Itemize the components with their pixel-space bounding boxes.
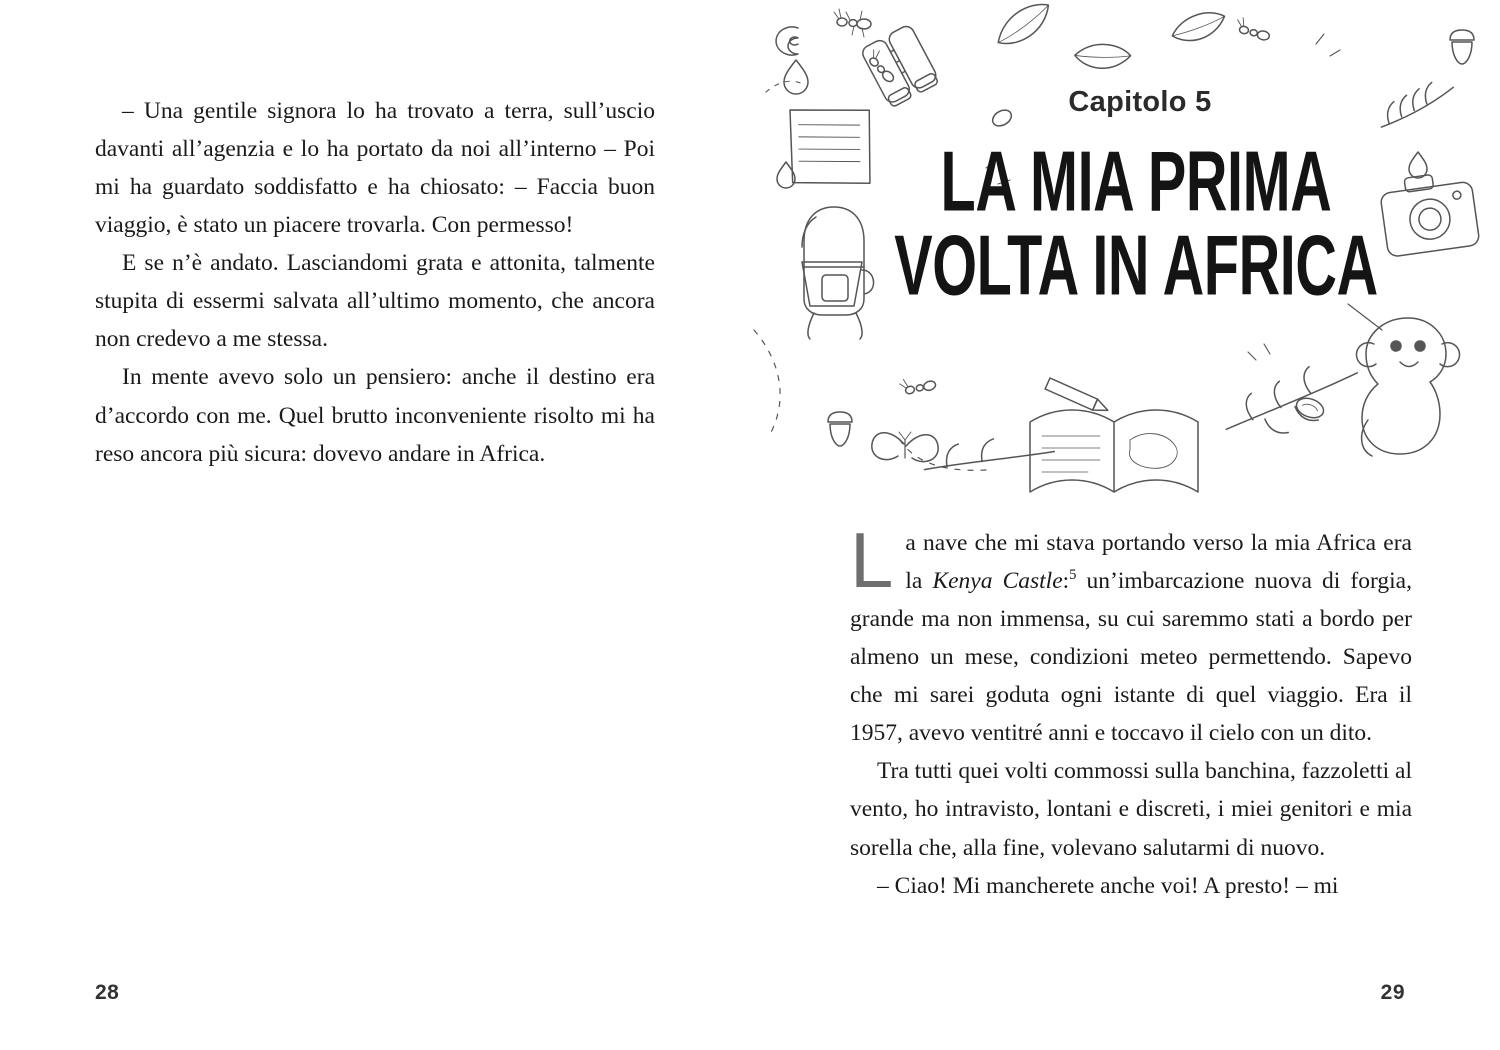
chapter-title-line-1: LA MIA PRIMA [940,135,1332,230]
shell-icon [776,27,798,55]
right-page [750,0,1500,1050]
first-paragraph-colon: : [1062,568,1070,595]
branch-icon [924,430,1054,487]
ant-icon [834,9,871,37]
acorn-icon [828,412,852,446]
open-book-icon [1030,410,1198,492]
seed-icon [1294,395,1326,421]
paragraph: Tra tutti quei volti commossi sulla banchina, fazzoletti al vento, ho intravisto, lontani e discreti, i miei genitori e mia sorella che, alla fine, volevano salutarmi di nuovo. [850,758,1412,861]
chapter-title-line-2: VOLTA IN AFRICA [894,218,1378,313]
chapter-title [845,135,1427,313]
drop-cap: L [850,516,894,604]
monkey-icon [1348,304,1460,456]
pencil-icon [1045,378,1110,416]
ant-icon [899,371,937,399]
book-title-italic: Kenya Castle [932,568,1063,595]
leaf-icon [1073,37,1132,76]
page-number-right: 29 [1380,981,1405,1004]
chapter-label: Capitolo 5 [1068,86,1212,118]
ant-icon [1235,17,1272,41]
footnote-marker: 5 [1069,567,1077,584]
paragraph: E se n’è andato. Lasciandomi grata e attonita, talmente stupita di essermi salvata all’ultimo momento, che ancora non credevo a me stessa. [95,250,655,353]
chapter-heading [750,86,1500,313]
paragraph: – Una gentile signora lo ha trovato a terra, sull’uscio davanti all’agenzia e lo ha portato da noi all’interno – Poi mi ha guardato soddisfatto e ha chiosato: – Faccia buon viaggio, è stato un piacere trovarla. Con permesso! [95,98,655,239]
ant-icon [864,48,902,84]
acorn-icon [1450,30,1474,64]
paragraph: In mente avevo solo un pensiero: anche il destino era d’accordo con me. Quel brutto inconveniente risolto mi ha reso ancora più sicura: dovevo andare in Africa. [95,364,655,467]
page-number-left: 28 [95,981,120,1004]
right-page-body [850,516,1412,905]
left-page-body [95,92,655,473]
paragraph: – Ciao! Mi mancherete anche voi! A presto! – mi [877,872,1339,899]
leaf-icon [990,0,1056,48]
first-paragraph-part-1: a nave che mi stava portando verso la mia Africa era la [905,530,1412,595]
leaf-icon [1170,11,1226,42]
first-paragraph-part-2: un’imbarcazione nuova di forgia, grande ma non immensa, su cui saremmo stati a bordo per almeno un mese, condizioni meteo permettendo. Sapevo che mi sarei goduta ogni istante di quel viaggio. Era il 1957, avevo ventitré anni e toccavo il cielo con un dito. [850,568,1412,747]
branch-icon [1217,357,1366,445]
paragraph-with-dropcap [850,516,1412,752]
butterfly-icon [872,432,938,462]
